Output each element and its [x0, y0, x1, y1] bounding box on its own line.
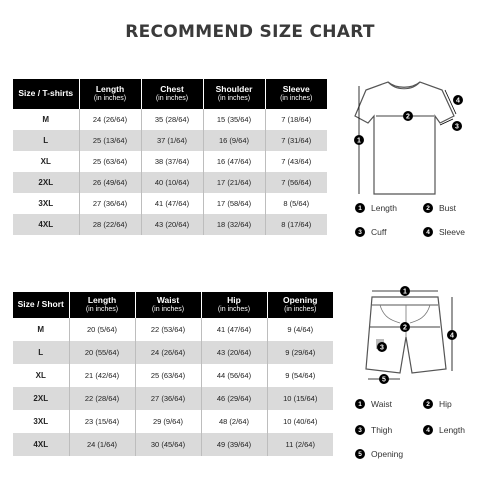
table-cell: 20 (55/64)	[69, 341, 135, 364]
marker-1	[354, 135, 364, 145]
table-row	[13, 151, 327, 172]
svg-text:4: 4	[450, 332, 454, 340]
table-row	[13, 364, 333, 387]
table-cell: 40 (10/64)	[141, 172, 203, 193]
legend-item	[355, 399, 392, 409]
size-cell: L	[13, 341, 69, 364]
legend-item	[423, 203, 456, 213]
column-header: Length (in inches)	[69, 292, 135, 318]
size-cell: 3XL	[13, 193, 79, 214]
table-cell: 38 (37/64)	[141, 151, 203, 172]
table-row	[13, 130, 327, 151]
table-cell: 46 (29/64)	[201, 387, 267, 410]
legend-label: Sleeve	[439, 227, 465, 237]
table-cell: 28 (22/64)	[79, 214, 141, 235]
table-cell: 15 (35/64)	[203, 109, 265, 130]
table-cell: 7 (18/64)	[265, 109, 327, 130]
legend-item	[355, 425, 392, 435]
svg-text:3: 3	[455, 123, 459, 131]
marker-4	[453, 95, 463, 105]
table-cell: 23 (15/64)	[69, 410, 135, 433]
number-badge: 1	[355, 399, 365, 409]
size-cell: 2XL	[13, 172, 79, 193]
legend-item	[355, 203, 397, 213]
table-row	[13, 410, 333, 433]
shorts-diagram	[360, 285, 460, 389]
number-badge: 3	[355, 227, 365, 237]
legend-item	[355, 449, 403, 459]
tshirt-outline	[355, 82, 454, 194]
table-cell: 10 (40/64)	[267, 410, 333, 433]
column-header: Shoulder (in inches)	[203, 79, 265, 109]
table-cell: 41 (47/64)	[201, 318, 267, 341]
size-cell: 4XL	[13, 433, 69, 456]
table-cell: 16 (9/64)	[203, 130, 265, 151]
marker-2	[400, 322, 410, 332]
page-title: RECOMMEND SIZE CHART	[125, 22, 375, 42]
table-cell: 24 (26/64)	[135, 341, 201, 364]
marker-5	[379, 374, 389, 384]
table-header-row	[13, 292, 333, 318]
legend-item	[355, 227, 386, 237]
table-row	[13, 109, 327, 130]
tshirt-size-table	[13, 79, 327, 235]
table-row	[13, 341, 333, 364]
legend-label: Length	[439, 425, 465, 435]
shorts-legend	[355, 399, 495, 461]
number-badge: 2	[423, 399, 433, 409]
table-cell: 29 (9/64)	[135, 410, 201, 433]
size-cell: XL	[13, 151, 79, 172]
table-cell: 43 (20/64)	[201, 341, 267, 364]
column-header: Size / T-shirts	[13, 79, 79, 109]
table-cell: 30 (45/64)	[135, 433, 201, 456]
column-header: Chest (in inches)	[141, 79, 203, 109]
svg-text:5: 5	[382, 376, 386, 384]
legend-label: Cuff	[371, 227, 387, 237]
table-cell: 22 (53/64)	[135, 318, 201, 341]
number-badge: 4	[423, 425, 433, 435]
column-header: Waist (in inches)	[135, 292, 201, 318]
table-row	[13, 193, 327, 214]
table-row	[13, 433, 333, 456]
svg-text:1: 1	[403, 288, 407, 296]
legend-label: Opening	[371, 449, 404, 459]
table-cell: 16 (47/64)	[203, 151, 265, 172]
table-cell: 24 (26/64)	[79, 109, 141, 130]
size-cell: M	[13, 318, 69, 341]
column-header: Hip (in inches)	[201, 292, 267, 318]
legend-label: Waist	[371, 399, 392, 409]
size-cell: XL	[13, 364, 69, 387]
legend-label: Length	[371, 203, 397, 213]
table-cell: 17 (21/64)	[203, 172, 265, 193]
table-cell: 9 (29/64)	[267, 341, 333, 364]
column-header: Length (in inches)	[79, 79, 141, 109]
marker-3	[452, 121, 462, 131]
table-cell: 7 (43/64)	[265, 151, 327, 172]
svg-text:2: 2	[406, 113, 410, 121]
svg-text:3: 3	[380, 344, 384, 352]
shorts-size-table	[13, 292, 333, 456]
table-cell: 26 (49/64)	[79, 172, 141, 193]
table-cell: 27 (36/64)	[135, 387, 201, 410]
table-cell: 7 (31/64)	[265, 130, 327, 151]
number-badge: 5	[355, 449, 365, 459]
column-header: Sleeve (in inches)	[265, 79, 327, 109]
table-cell: 48 (2/64)	[201, 410, 267, 433]
number-badge: 4	[423, 227, 433, 237]
table-cell: 41 (47/64)	[141, 193, 203, 214]
table-cell: 9 (54/64)	[267, 364, 333, 387]
table-row	[13, 318, 333, 341]
table-cell: 22 (28/64)	[69, 387, 135, 410]
table-cell: 24 (1/64)	[69, 433, 135, 456]
size-cell: 2XL	[13, 387, 69, 410]
table-cell: 49 (39/64)	[201, 433, 267, 456]
table-cell: 25 (63/64)	[79, 151, 141, 172]
table-cell: 44 (56/64)	[201, 364, 267, 387]
legend-label: Bust	[439, 203, 457, 213]
size-cell: L	[13, 130, 79, 151]
svg-text:1: 1	[357, 137, 361, 145]
table-cell: 20 (5/64)	[69, 318, 135, 341]
marker-4	[447, 330, 457, 340]
svg-text:2: 2	[403, 324, 407, 332]
table-cell: 7 (56/64)	[265, 172, 327, 193]
table-cell: 17 (58/64)	[203, 193, 265, 214]
legend-label: Hip	[439, 399, 452, 409]
marker-3	[377, 342, 387, 352]
size-cell: M	[13, 109, 79, 130]
number-badge: 3	[355, 425, 365, 435]
table-row	[13, 172, 327, 193]
legend-item	[423, 227, 465, 237]
size-cell: 3XL	[13, 410, 69, 433]
legend-item	[423, 425, 465, 435]
marker-2	[403, 111, 413, 121]
table-cell: 43 (20/64)	[141, 214, 203, 235]
table-cell: 37 (1/64)	[141, 130, 203, 151]
column-header: Opening (in inches)	[267, 292, 333, 318]
column-header: Size / Short	[13, 292, 69, 318]
table-cell: 18 (32/64)	[203, 214, 265, 235]
table-cell: 8 (17/64)	[265, 214, 327, 235]
table-row	[13, 214, 327, 235]
tshirt-diagram	[350, 76, 470, 200]
table-cell: 10 (15/64)	[267, 387, 333, 410]
table-header-row	[13, 79, 327, 109]
legend-label: Thigh	[371, 425, 393, 435]
legend-item	[423, 399, 452, 409]
table-cell: 25 (13/64)	[79, 130, 141, 151]
table-row	[13, 387, 333, 410]
tshirt-legend	[355, 203, 495, 243]
table-cell: 9 (4/64)	[267, 318, 333, 341]
size-cell: 4XL	[13, 214, 79, 235]
table-cell: 21 (42/64)	[69, 364, 135, 387]
table-cell: 25 (63/64)	[135, 364, 201, 387]
table-cell: 27 (36/64)	[79, 193, 141, 214]
number-badge: 1	[355, 203, 365, 213]
svg-text:4: 4	[456, 97, 460, 105]
number-badge: 2	[423, 203, 433, 213]
table-cell: 35 (28/64)	[141, 109, 203, 130]
marker-1	[400, 286, 410, 296]
table-cell: 11 (2/64)	[267, 433, 333, 456]
table-cell: 8 (5/64)	[265, 193, 327, 214]
